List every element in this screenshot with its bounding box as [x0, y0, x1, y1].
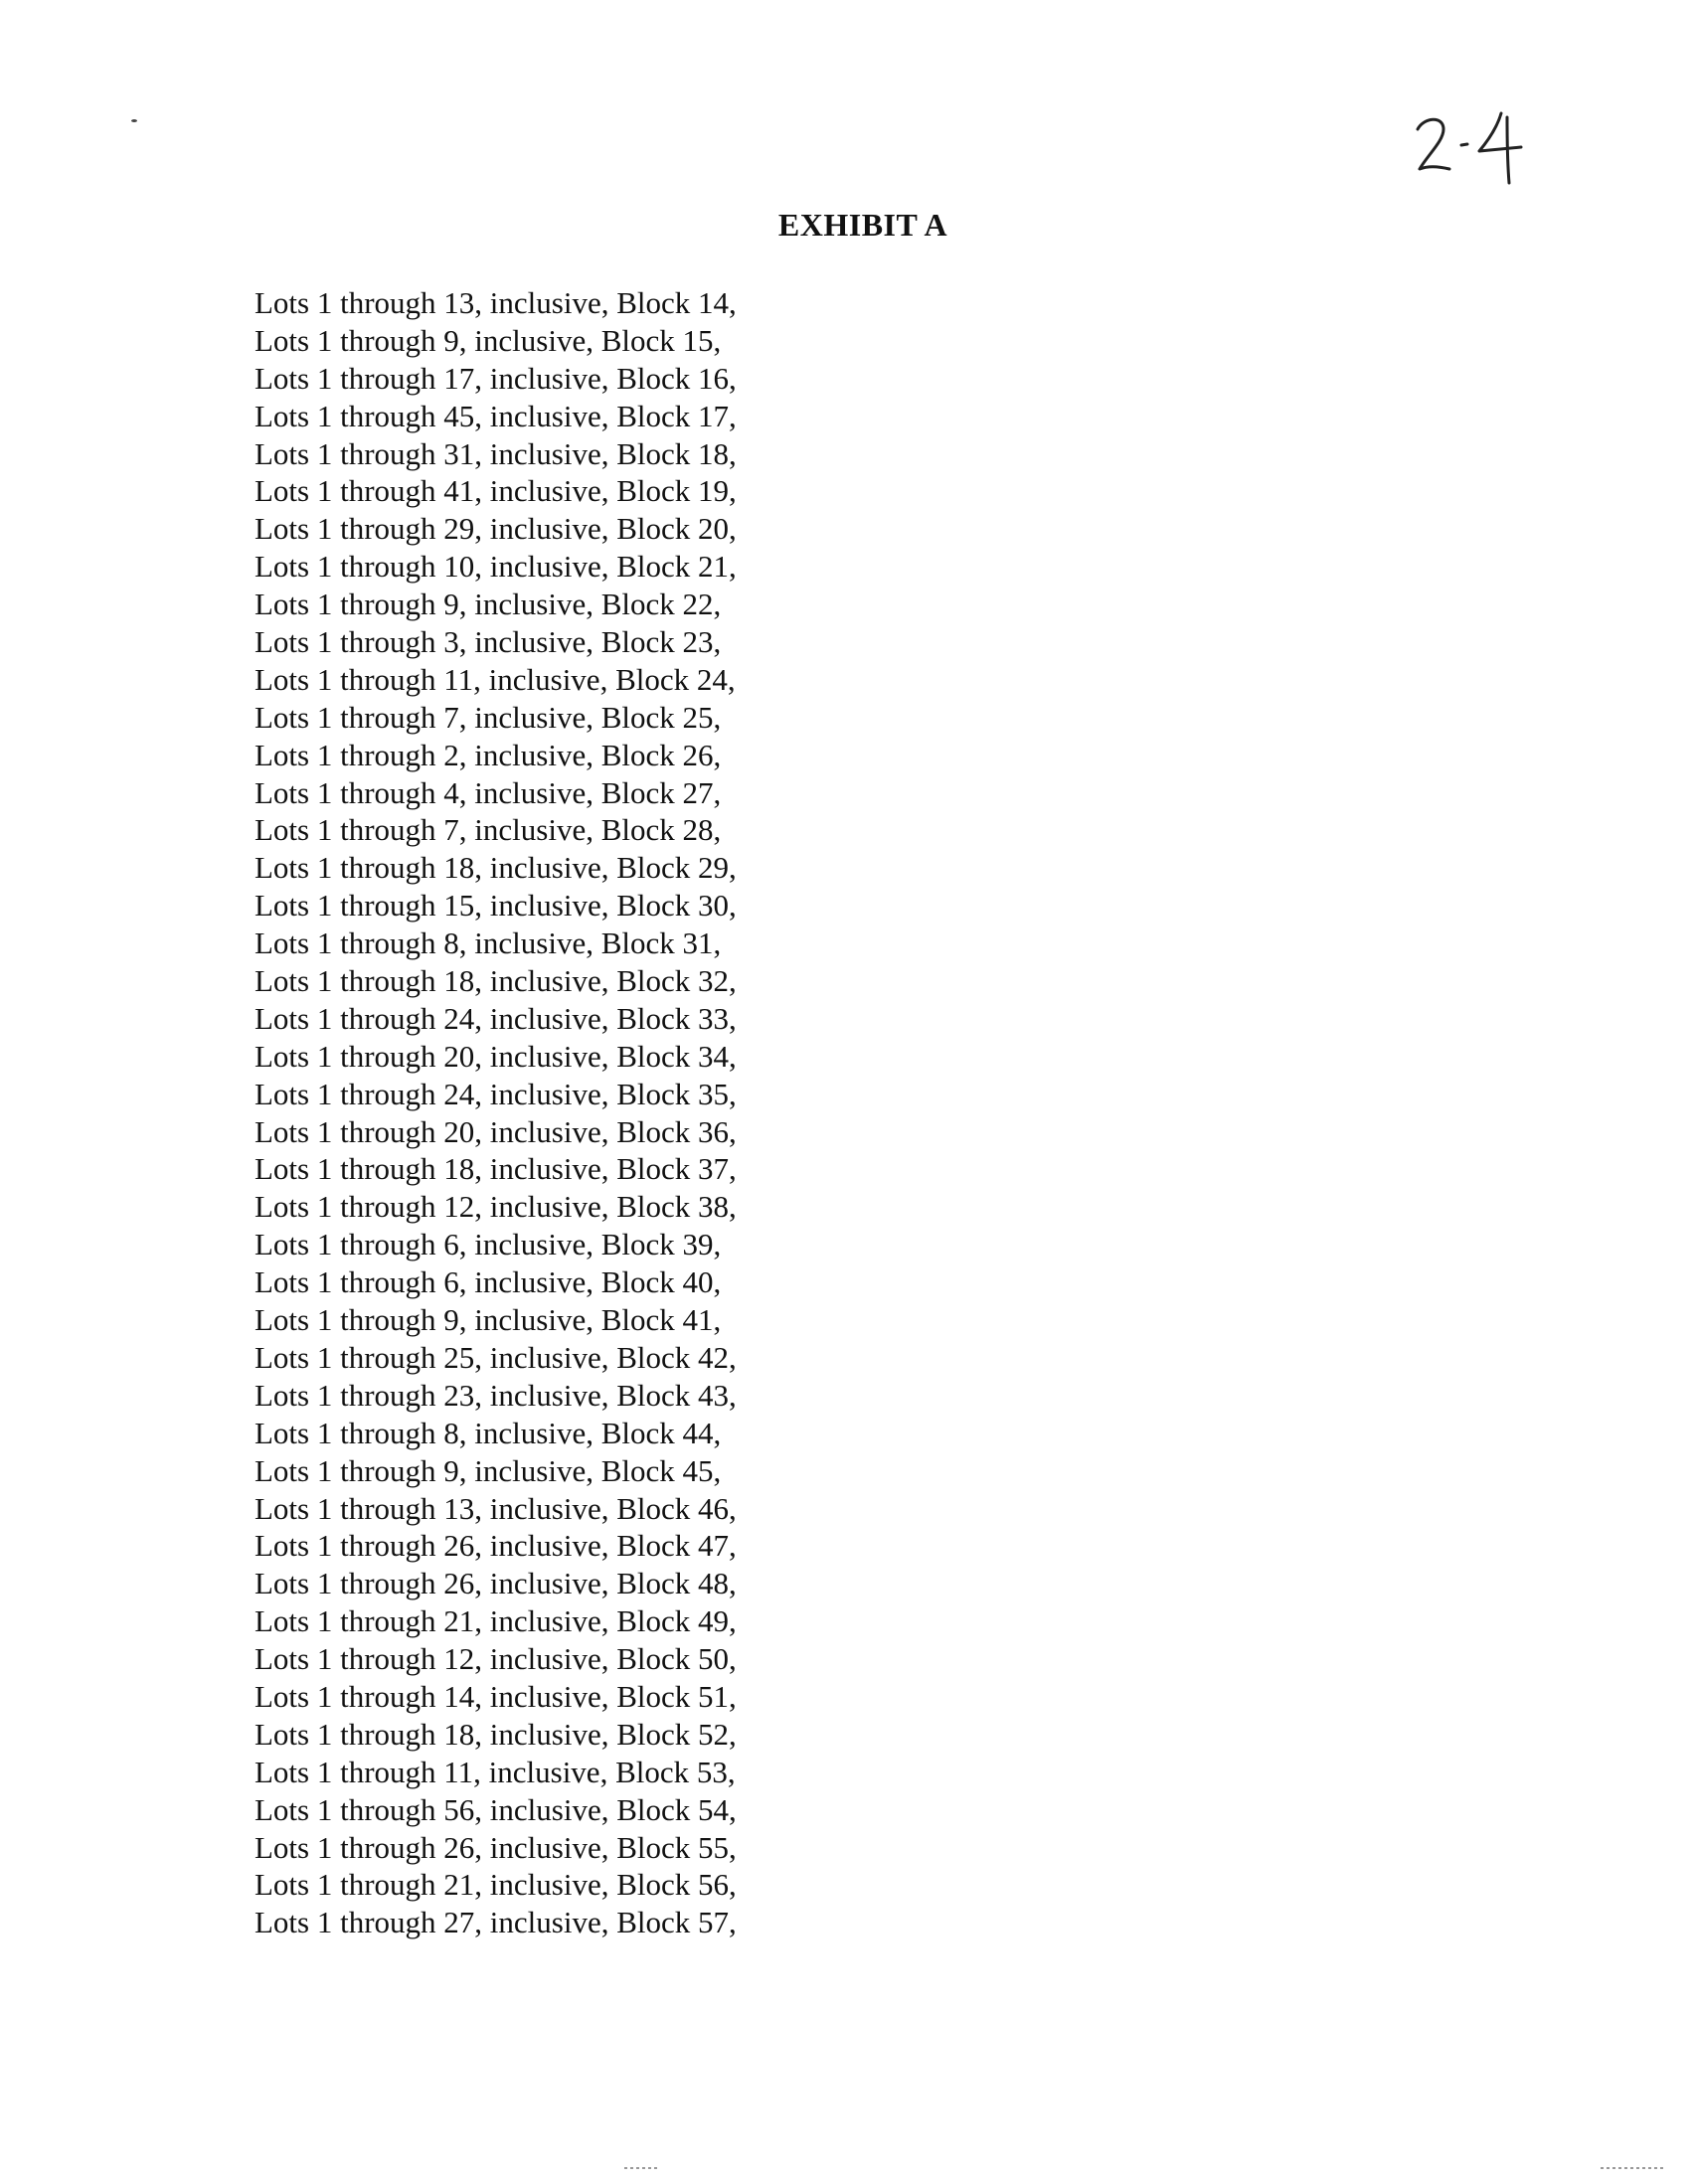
lot-entry: Lots 1 through 6, inclusive, Block 40, [254, 1264, 722, 1300]
document-title: EXHIBIT A [777, 207, 948, 243]
lot-entry: Lots 1 through 26, inclusive, Block 48, [254, 1566, 737, 1601]
lot-entry: Lots 1 through 17, inclusive, Block 16, [254, 360, 737, 396]
lot-entry: Lots 1 through 9, inclusive, Block 41, [254, 1302, 722, 1338]
lot-entry: Lots 1 through 18, inclusive, Block 29, [254, 850, 737, 886]
lot-entry: Lots 1 through 41, inclusive, Block 19, [254, 473, 737, 509]
scan-artifact-bottom-right [1601, 2167, 1664, 2169]
handwritten-page-number [1410, 107, 1539, 187]
lot-entry: Lots 1 through 13, inclusive, Block 14, [254, 285, 737, 320]
lot-entry: Lots 1 through 7, inclusive, Block 28, [254, 812, 722, 848]
lot-entry: Lots 1 through 24, inclusive, Block 35, [254, 1076, 737, 1111]
lot-entry: Lots 1 through 10, inclusive, Block 21, [254, 549, 737, 585]
lot-entry: Lots 1 through 26, inclusive, Block 47, [254, 1528, 737, 1564]
lot-entry: Lots 1 through 4, inclusive, Block 27, [254, 774, 722, 810]
page-number-handwriting [1410, 107, 1539, 187]
lot-entry: Lots 1 through 9, inclusive, Block 15, [254, 322, 722, 358]
lot-entry: Lots 1 through 26, inclusive, Block 55, [254, 1829, 737, 1865]
lot-entry: Lots 1 through 45, inclusive, Block 17, [254, 398, 737, 433]
lot-entry: Lots 1 through 12, inclusive, Block 50, [254, 1641, 737, 1677]
lot-entry: Lots 1 through 20, inclusive, Block 34, [254, 1038, 737, 1074]
lot-entry: Lots 1 through 27, inclusive, Block 57, [254, 1905, 737, 1940]
scan-speck [131, 119, 137, 122]
lot-entry: Lots 1 through 9, inclusive, Block 22, [254, 587, 722, 622]
lot-entry: Lots 1 through 9, inclusive, Block 45, [254, 1452, 722, 1488]
lot-entry: Lots 1 through 6, inclusive, Block 39, [254, 1227, 722, 1262]
lot-entry: Lots 1 through 56, inclusive, Block 54, [254, 1791, 737, 1827]
lot-entry: Lots 1 through 11, inclusive, Block 53, [254, 1754, 736, 1789]
lot-entry: Lots 1 through 3, inclusive, Block 23, [254, 624, 722, 660]
lot-entry: Lots 1 through 14, inclusive, Block 51, [254, 1678, 737, 1714]
lot-entry: Lots 1 through 29, inclusive, Block 20, [254, 511, 737, 547]
lot-entry: Lots 1 through 21, inclusive, Block 56, [254, 1867, 737, 1903]
lot-entry: Lots 1 through 23, inclusive, Block 43, [254, 1377, 737, 1413]
lot-entry: Lots 1 through 8, inclusive, Block 44, [254, 1415, 722, 1450]
lot-entry: Lots 1 through 21, inclusive, Block 49, [254, 1603, 737, 1639]
lot-entry: Lots 1 through 20, inclusive, Block 36, [254, 1113, 737, 1149]
lot-entry: Lots 1 through 18, inclusive, Block 32, [254, 963, 737, 999]
lot-entry: Lots 1 through 18, inclusive, Block 37, [254, 1151, 737, 1187]
lot-entry: Lots 1 through 7, inclusive, Block 25, [254, 699, 722, 735]
lot-entry: Lots 1 through 12, inclusive, Block 38, [254, 1189, 737, 1225]
lot-entry: Lots 1 through 24, inclusive, Block 33, [254, 1000, 737, 1036]
lot-entry: Lots 1 through 18, inclusive, Block 52, [254, 1716, 737, 1752]
lot-entry: Lots 1 through 13, inclusive, Block 46, [254, 1490, 737, 1526]
lot-entry: Lots 1 through 31, inclusive, Block 18, [254, 435, 737, 471]
lot-entry: Lots 1 through 2, inclusive, Block 26, [254, 737, 722, 772]
scan-artifact-bottom-center [624, 2167, 660, 2169]
lot-entry: Lots 1 through 8, inclusive, Block 31, [254, 925, 722, 961]
lot-list [254, 284, 737, 1941]
lot-entry: Lots 1 through 15, inclusive, Block 30, [254, 888, 737, 924]
lot-entry: Lots 1 through 25, inclusive, Block 42, [254, 1339, 737, 1375]
lot-entry: Lots 1 through 11, inclusive, Block 24, [254, 661, 736, 697]
